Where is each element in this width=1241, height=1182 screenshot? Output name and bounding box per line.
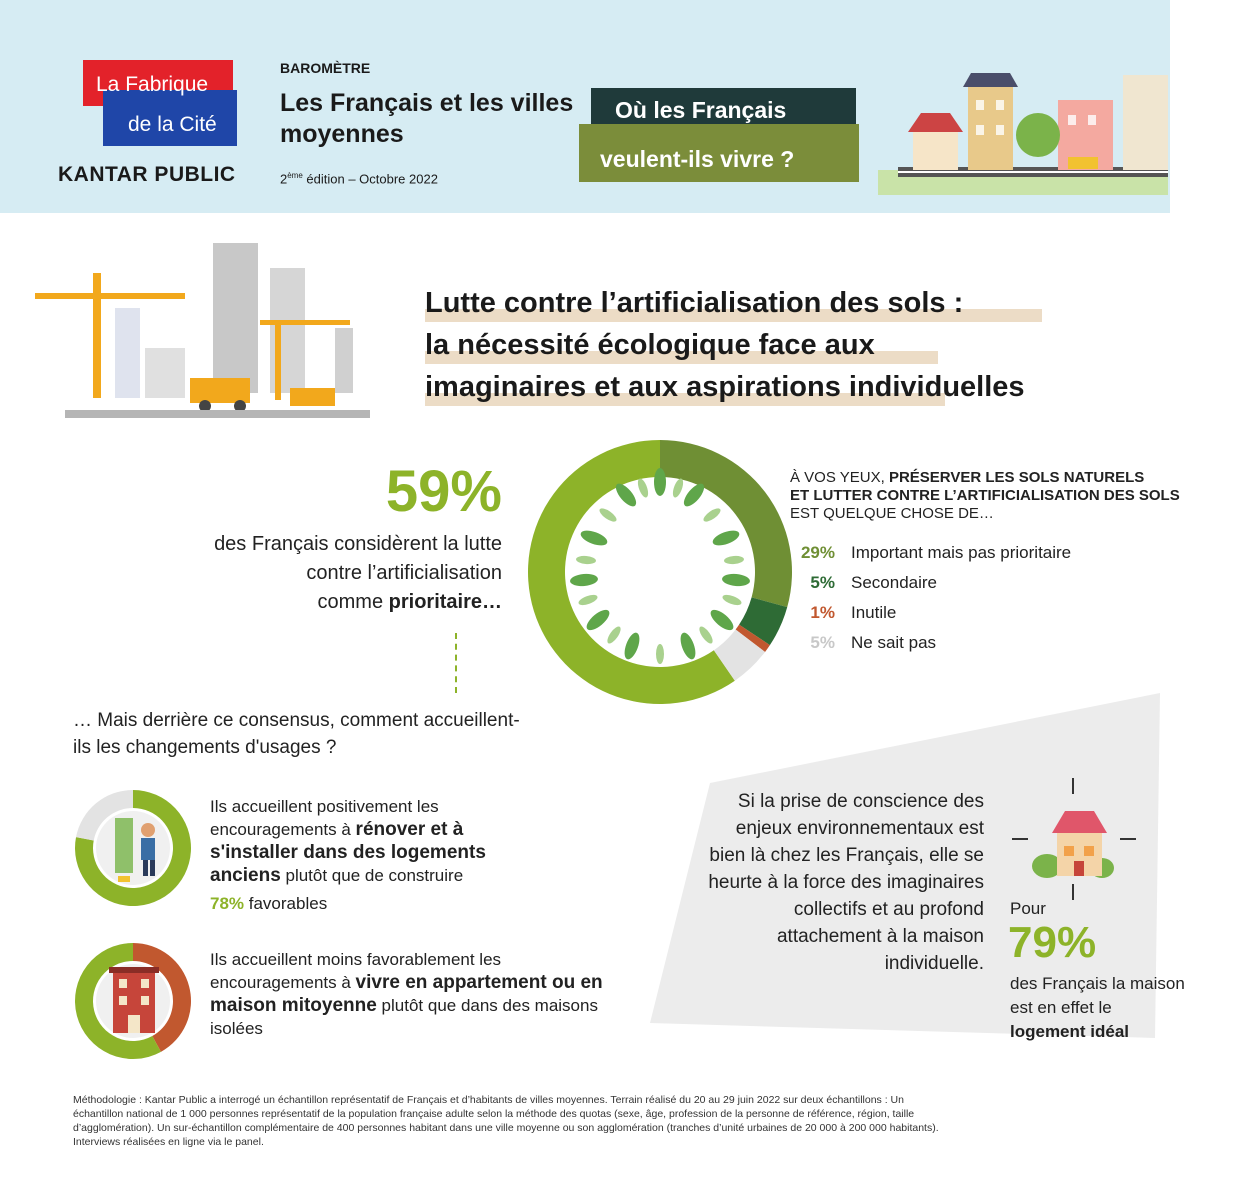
- legend-label: Inutile: [851, 603, 897, 622]
- kpi-79-t1: des Français la maison est en effet le: [1010, 974, 1185, 1017]
- legend-item-important: [770, 542, 1071, 564]
- usage1-fav-label: favorables: [244, 894, 328, 913]
- usage1-fav-pct: 78%: [210, 894, 245, 913]
- legend-label: Ne sait pas: [851, 633, 937, 652]
- donut-question-line2: [790, 487, 1230, 505]
- conclusion-text: Si la prise de conscience des enjeux environnementaux est bien là chez les Français, elle se heurte à la force des imaginaires collectifs et au profond attachement à la maison individuelle.: [708, 791, 984, 974]
- logo-line2: de la Cité: [128, 113, 217, 136]
- edition: [280, 171, 438, 186]
- section-title-line3: imaginaires et aux aspirations individuelles: [425, 371, 1025, 403]
- usage1-t1: Ils accueillent positivement les encouragements à: [210, 797, 439, 839]
- kpi-59-line2: contre l’artificialisation: [306, 562, 502, 584]
- donut-question-line3: EST QUELQUE CHOSE DE…: [790, 505, 994, 522]
- apartment-building-icon: [109, 967, 159, 1033]
- usage1-favorable: [210, 894, 327, 914]
- kpi-79-value: 79%: [1008, 918, 1097, 967]
- legend-item-secondaire: [770, 572, 937, 594]
- usage1-text: [210, 795, 550, 887]
- question-line1: Où les Français: [615, 97, 787, 123]
- gauge-renover: [73, 788, 193, 908]
- donut-question-line1-bold: PRÉSERVER LES SOLS NATURELS: [888, 469, 1145, 486]
- kpi-79-text: [1010, 972, 1190, 1044]
- usage2-text: [210, 948, 610, 1040]
- methodology-note: Méthodologie : Kantar Public a interrogé un échantillon représentatif de Français et d’habitants de villes moyennes. Terrain réalisé du 20 au 29 juin 2022 sur deux échantillons : Un échantillon national de 1 000 personnes représentatif de la population française adulte selon la méthode des quotas (sexe, âge, profession de la personne de référence, région, taille d’agglomération). Un sur-échantillon complémentaire de 400 personnes habitant dans une ville moyenne ou son agglomération (tranches d’unité urbaines de 20 000 à 200 000 habitants). Interviews réalisées en ligne via le panel.: [73, 1094, 939, 1148]
- usage2-t1: Ils accueillent moins favorablement les encouragements à: [210, 950, 502, 992]
- donut-question: [790, 469, 1230, 523]
- edition-num: 2: [280, 171, 288, 187]
- donut-question-line1-plain: À VOS YEUX,: [790, 469, 889, 486]
- legend-pct: 29%: [800, 543, 835, 562]
- transition-text: … Mais derrière ce consensus, comment accueillent-ils les changements d'usages ?: [73, 710, 520, 758]
- town-illustration: [878, 45, 1168, 205]
- donut-question-line2-bold: ET LUTTER CONTRE L’ARTIFICIALISATION DES SOLS: [790, 487, 1180, 504]
- house-icon: [1012, 776, 1137, 901]
- section-title-line1: Lutte contre l’artificialisation des sols :: [425, 287, 964, 319]
- header-title: Les Français et les villes moyennes: [280, 89, 574, 148]
- usage2-bold: vivre en appartement ou en maison mitoyenne: [210, 972, 603, 1016]
- header-corner: [1170, 0, 1241, 213]
- logo-line1: La Fabrique: [96, 73, 209, 96]
- legend-item-inutile: [770, 602, 896, 624]
- donut-question-line1: [790, 469, 1230, 487]
- partner-logo: KANTAR PUBLIC: [58, 163, 236, 186]
- legend-label: Important mais pas prioritaire: [851, 543, 1072, 562]
- kpi-59-text: [160, 530, 502, 617]
- legend-pct: 5%: [810, 573, 835, 592]
- legend-label: Secondaire: [851, 573, 938, 592]
- gauge-appartement: [73, 941, 193, 1061]
- kpi-59-line3: [160, 588, 502, 617]
- edition-sup: ème: [287, 171, 303, 180]
- legend-item-ne-sait-pas: [770, 632, 936, 654]
- legend-pct: 1%: [810, 603, 835, 622]
- construction-illustration: [35, 238, 380, 423]
- dashed-connector: [455, 633, 457, 693]
- kpi-59-line3-bold: prioritaire…: [388, 591, 502, 613]
- kpi-79-intro: Pour: [1010, 899, 1046, 918]
- question-line2: veulent-ils vivre ?: [600, 146, 795, 172]
- edition-rest: édition – Octobre 2022: [302, 171, 438, 187]
- kicker: BAROMÈTRE: [280, 60, 371, 76]
- usage1-t2: plutôt que de construire: [280, 866, 464, 885]
- legend-pct: 5%: [810, 633, 835, 652]
- section-title-line2: la nécessité écologique face aux: [425, 329, 875, 361]
- kpi-59-line3-plain: comme: [317, 591, 389, 613]
- kpi-59-line1: des Français considèrent la lutte: [214, 533, 502, 555]
- kpi-79-bold: logement idéal: [1010, 1022, 1130, 1041]
- priority-donut-chart: [528, 440, 792, 704]
- section-title: [425, 282, 1145, 408]
- kpi-59-value: 59%: [385, 459, 502, 524]
- usage1-bold: rénover et à s'installer dans des logements anciens: [210, 819, 486, 886]
- usage2-t2: plutôt que dans des maisons isolées: [210, 996, 598, 1038]
